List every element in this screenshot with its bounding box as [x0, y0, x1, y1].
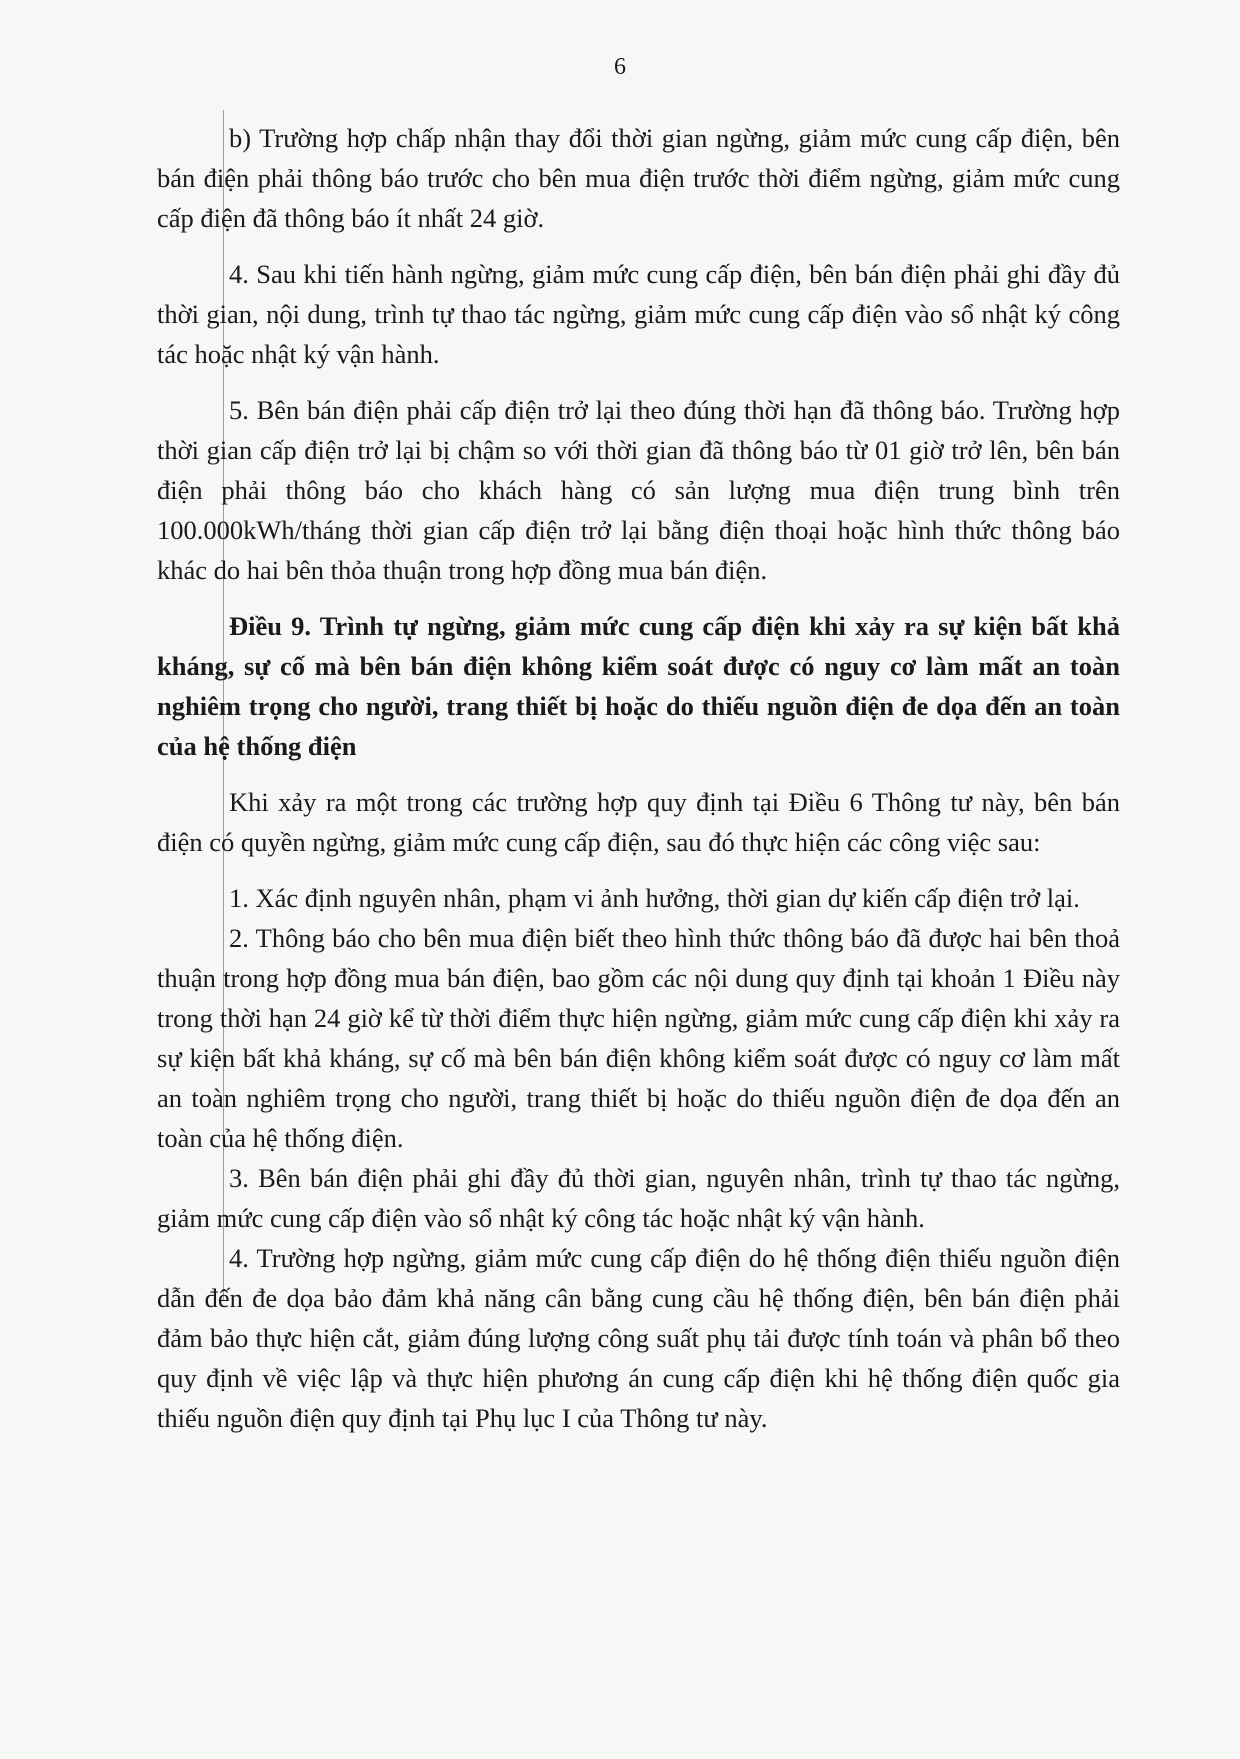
article-9-item-3: 3. Bên bán điện phải ghi đầy đủ thời gian, nguyên nhân, trình tự thao tác ngừng, giảm mức cung cấp điện vào sổ nhật ký công tác hoặc nhật ký vận hành. — [157, 1163, 1120, 1233]
article-9-item-1: 1. Xác định nguyên nhân, phạm vi ảnh hưởng, thời gian dự kiến cấp điện trở lại. — [229, 883, 1080, 913]
document-body — [157, 118, 1120, 1438]
paragraph-5-restore-power: 5. Bên bán điện phải cấp điện trở lại theo đúng thời hạn đã thông báo. Trường hợp thời gian cấp điện trở lại bị chậm so với thời gian đã thông báo từ 01 giờ trở lên, bên bán điện phải thông báo cho khách hàng có sản lượng mua điện trung bình trên 100.000kWh/tháng thời gian cấp điện trở lại bằng điện thoại hoặc hình thức thông báo khác do hai bên thỏa thuận trong hợp đồng mua bán điện. — [157, 395, 1120, 585]
article-9-heading: Điều 9. Trình tự ngừng, giảm mức cung cấp điện khi xảy ra sự kiện bất khả kháng, sự cố mà bên bán điện không kiểm soát được có nguy cơ làm mất an toàn nghiêm trọng cho người, trang thiết bị hoặc do thiếu nguồn điện đe dọa đến an toàn của hệ thống điện — [157, 611, 1120, 761]
article-9-item-4: 4. Trường hợp ngừng, giảm mức cung cấp điện do hệ thống điện thiếu nguồn điện dẫn đến đe dọa bảo đảm khả năng cân bằng cung cầu hệ thống điện, bên bán điện phải đảm bảo thực hiện cắt, giảm đúng lượng công suất phụ tải được tính toán và phân bổ theo quy định về việc lập và thực hiện phương án cung cấp điện khi hệ thống điện quốc gia thiếu nguồn điện quy định tại Phụ lục I của Thông tư này. — [157, 1243, 1120, 1433]
article-9-intro: Khi xảy ra một trong các trường hợp quy định tại Điều 6 Thông tư này, bên bán điện có quyền ngừng, giảm mức cung cấp điện, sau đó thực hiện các công việc sau: — [157, 787, 1120, 857]
article-9-item-2: 2. Thông báo cho bên mua điện biết theo hình thức thông báo đã được hai bên thoả thuận trong hợp đồng mua bán điện, bao gồm các nội dung quy định tại khoản 1 Điều này trong thời hạn 24 giờ kể từ thời điểm thực hiện ngừng, giảm mức cung cấp điện khi xảy ra sự kiện bất khả kháng, sự cố mà bên bán điện không kiểm soát được có nguy cơ làm mất an toàn nghiêm trọng cho người, trang thiết bị hoặc do thiếu nguồn điện đe dọa đến an toàn của hệ thống điện. — [157, 923, 1120, 1153]
paragraph-4-logbook: 4. Sau khi tiến hành ngừng, giảm mức cung cấp điện, bên bán điện phải ghi đầy đủ thời gian, nội dung, trình tự thao tác ngừng, giảm mức cung cấp điện vào sổ nhật ký công tác hoặc nhật ký vận hành. — [157, 259, 1120, 369]
page-number: 6 — [614, 54, 626, 80]
paragraph-b-notice: b) Trường hợp chấp nhận thay đổi thời gian ngừng, giảm mức cung cấp điện, bên bán điện phải thông báo trước cho bên mua điện trước thời điểm ngừng, giảm mức cung cấp điện đã thông báo ít nhất 24 giờ. — [157, 123, 1120, 233]
